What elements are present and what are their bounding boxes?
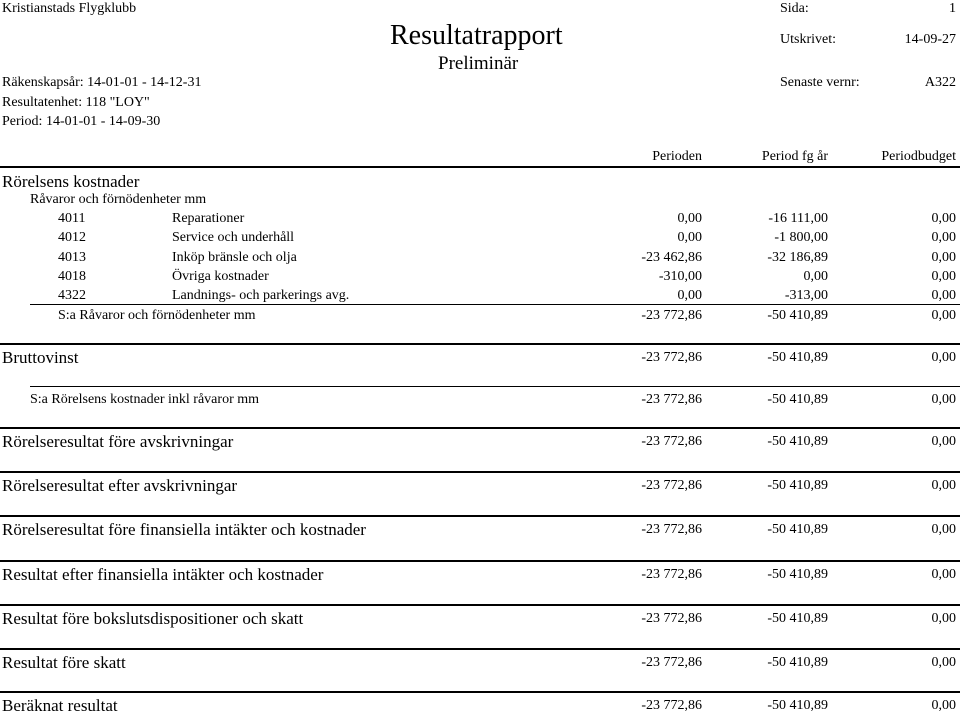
summary-period: -23 772,86 (641, 655, 702, 670)
printed-date: 14-09-27 (904, 32, 956, 47)
summary-period: -23 772,86 (641, 478, 702, 493)
summary-label: Rörelseresultat före finansiella intäkter och kostnader (2, 520, 366, 539)
row-budget: 0,00 (931, 250, 956, 265)
subtotal-label: S:a Råvaror och förnödenheter mm (58, 308, 256, 323)
company-name: Kristianstads Flygklubb (2, 1, 137, 16)
summary-period: -23 772,86 (641, 567, 702, 582)
summary-prev: -50 410,89 (767, 392, 828, 407)
summary-prev: -50 410,89 (767, 698, 828, 713)
summary-rule (0, 471, 960, 473)
row-prev: -1 800,00 (774, 230, 828, 245)
row-budget: 0,00 (931, 230, 956, 245)
row-budget: 0,00 (931, 211, 956, 226)
summary-period: -23 772,86 (641, 611, 702, 626)
summary-rule (0, 648, 960, 650)
last-ver-value: A322 (924, 75, 956, 90)
report-title: Resultatrapport (390, 20, 563, 51)
header-rule (0, 166, 960, 168)
subtotal-period: -23 772,86 (641, 308, 702, 323)
row-period: 0,00 (677, 230, 702, 245)
row-period: 0,00 (677, 288, 702, 303)
summary-budget: 0,00 (931, 567, 956, 582)
summary-budget: 0,00 (931, 655, 956, 670)
row-prev: -16 111,00 (768, 211, 828, 226)
section-title: Rörelsens kostnader (2, 172, 140, 191)
summary-budget: 0,00 (931, 392, 956, 407)
summary-label: Beräknat resultat (2, 696, 118, 715)
row-prev: -32 186,89 (767, 250, 828, 265)
row-account: 4018 (58, 269, 86, 284)
report-subtitle: Preliminär (438, 53, 519, 74)
summary-rule (0, 560, 960, 562)
fiscal-year: Räkenskapsår: 14-01-01 - 14-12-31 (2, 75, 202, 90)
row-account: 4013 (58, 250, 86, 265)
summary-label: Resultat före skatt (2, 653, 126, 672)
group-title: Råvaror och förnödenheter mm (30, 192, 207, 207)
summary-budget: 0,00 (931, 434, 956, 449)
summary-prev: -50 410,89 (767, 611, 828, 626)
summary-label: Resultat efter finansiella intäkter och kostnader (2, 565, 324, 584)
summary-prev: -50 410,89 (767, 350, 828, 365)
summary-budget: 0,00 (931, 350, 956, 365)
col-budget: Periodbudget (881, 149, 956, 164)
summary-rule (0, 691, 960, 693)
summary-budget: 0,00 (931, 522, 956, 537)
printed-label: Utskrivet: (780, 32, 836, 47)
page-label: Sida: (780, 1, 809, 16)
row-period: -310,00 (658, 269, 702, 284)
row-name: Landnings- och parkerings avg. (172, 288, 350, 303)
summary-budget: 0,00 (931, 478, 956, 493)
summary-label: Rörelseresultat före avskrivningar (2, 432, 234, 451)
row-budget: 0,00 (931, 269, 956, 284)
summary-prev: -50 410,89 (767, 655, 828, 670)
summary-rule (0, 343, 960, 345)
row-name: Reparationer (172, 211, 245, 226)
subtotal-prev: -50 410,89 (767, 308, 828, 323)
summary-prev: -50 410,89 (767, 567, 828, 582)
summary-period: -23 772,86 (641, 392, 702, 407)
row-prev: -313,00 (784, 288, 828, 303)
summary-label: Resultat före bokslutsdispositioner och skatt (2, 609, 304, 628)
subtotal-rule (30, 304, 960, 305)
period-range: Period: 14-01-01 - 14-09-30 (2, 114, 161, 129)
summary-label: S:a Rörelsens kostnader inkl råvaror mm (30, 392, 260, 407)
summary-label: Bruttovinst (2, 348, 79, 367)
row-budget: 0,00 (931, 288, 956, 303)
row-account: 4322 (58, 288, 86, 303)
row-name: Service och underhåll (172, 230, 295, 245)
row-account: 4012 (58, 230, 86, 245)
summary-rule (0, 604, 960, 606)
row-period: -23 462,86 (641, 250, 702, 265)
summary-period: -23 772,86 (641, 522, 702, 537)
col-period: Perioden (652, 149, 702, 164)
summary-rule (0, 515, 960, 517)
last-ver-label: Senaste vernr: (780, 75, 860, 90)
summary-budget: 0,00 (931, 611, 956, 626)
summary-period: -23 772,86 (641, 698, 702, 713)
summary-prev: -50 410,89 (767, 478, 828, 493)
row-account: 4011 (58, 211, 86, 226)
row-prev: 0,00 (803, 269, 828, 284)
summary-period: -23 772,86 (641, 350, 702, 365)
row-name: Inköp bränsle och olja (172, 250, 297, 265)
summary-period: -23 772,86 (641, 434, 702, 449)
summary-prev: -50 410,89 (767, 522, 828, 537)
summary-prev: -50 410,89 (767, 434, 828, 449)
summary-rule (30, 386, 960, 387)
subtotal-budget: 0,00 (931, 308, 956, 323)
row-period: 0,00 (677, 211, 702, 226)
col-prev-year: Period fg år (761, 149, 828, 164)
page-number: 1 (949, 1, 956, 16)
summary-rule (0, 427, 960, 429)
summary-label: Rörelseresultat efter avskrivningar (2, 476, 238, 495)
result-unit: Resultatenhet: 118 "LOY" (2, 95, 150, 110)
row-name: Övriga kostnader (172, 269, 269, 284)
summary-budget: 0,00 (931, 698, 956, 713)
